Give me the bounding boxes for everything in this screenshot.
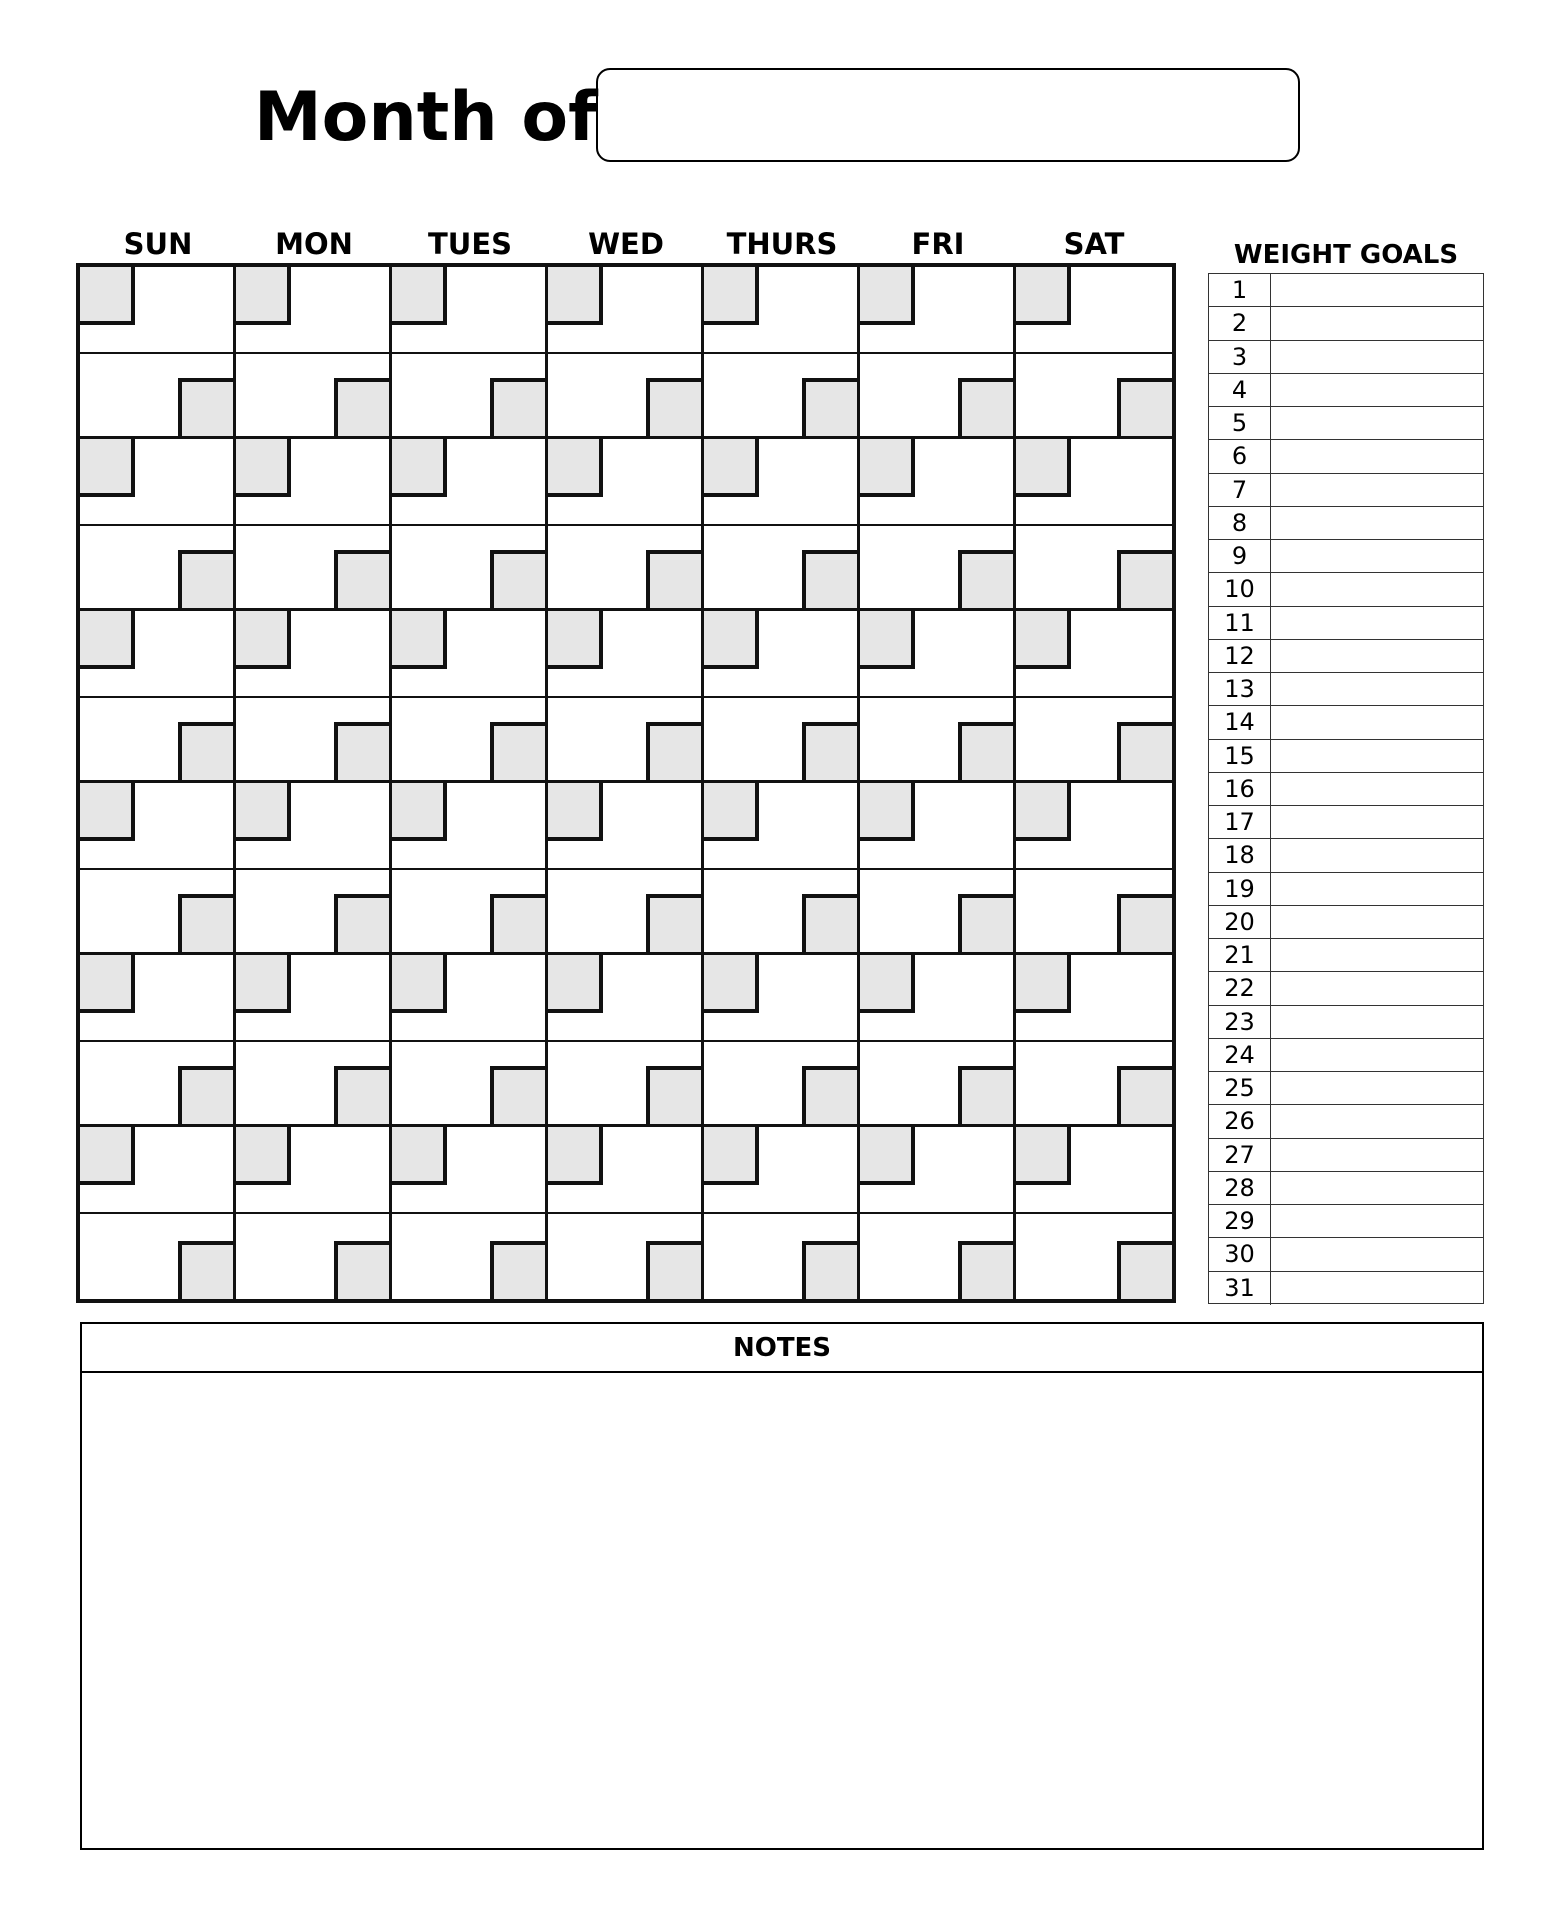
weight-goal-entry[interactable] (1271, 839, 1483, 871)
date-box[interactable] (236, 955, 291, 1013)
cell-divider (80, 696, 236, 698)
weight-goal-day-number: 13 (1209, 673, 1271, 705)
cell-divider (236, 352, 392, 354)
weight-box[interactable] (646, 1241, 701, 1299)
cell-divider (860, 868, 1016, 870)
weight-goals-title: WEIGHT GOALS (1233, 240, 1459, 270)
day-cell[interactable] (548, 1127, 704, 1299)
day-cell[interactable] (392, 783, 548, 955)
date-box[interactable] (236, 267, 291, 325)
weekday-header: FRI (911, 227, 965, 261)
weight-box[interactable] (334, 550, 389, 608)
weight-goal-entry[interactable] (1271, 1105, 1483, 1137)
weight-box[interactable] (646, 894, 701, 952)
day-cell[interactable] (548, 439, 704, 611)
day-cell[interactable] (548, 783, 704, 955)
notes-area[interactable] (82, 1373, 1482, 1848)
day-cell[interactable] (704, 611, 860, 783)
date-box[interactable] (80, 955, 135, 1013)
day-cell[interactable] (80, 783, 236, 955)
weight-goal-day-number: 12 (1209, 640, 1271, 672)
weight-goal-day-number: 5 (1209, 407, 1271, 439)
weight-goal-entry[interactable] (1271, 374, 1483, 406)
weight-goal-row (1209, 640, 1483, 673)
weight-box[interactable] (490, 894, 545, 952)
date-box[interactable] (704, 267, 759, 325)
date-box[interactable] (860, 783, 915, 841)
weight-goal-day-number: 30 (1209, 1238, 1271, 1270)
date-box[interactable] (704, 955, 759, 1013)
weight-box[interactable] (958, 894, 1013, 952)
cell-divider (860, 524, 1016, 526)
cell-divider (1016, 524, 1172, 526)
weight-goal-day-number: 29 (1209, 1205, 1271, 1237)
cell-divider (548, 524, 704, 526)
day-cell[interactable] (392, 267, 548, 439)
date-box[interactable] (548, 439, 603, 497)
weight-goal-day-number: 1 (1209, 274, 1271, 306)
weight-goal-day-number: 22 (1209, 972, 1271, 1004)
day-cell[interactable] (548, 955, 704, 1127)
day-cell[interactable] (704, 439, 860, 611)
weight-box[interactable] (646, 378, 701, 436)
weight-goal-day-number: 15 (1209, 740, 1271, 772)
weight-box[interactable] (1117, 550, 1172, 608)
weight-box[interactable] (490, 1066, 545, 1124)
weight-goal-day-number: 18 (1209, 839, 1271, 871)
day-cell[interactable] (236, 783, 392, 955)
day-cell[interactable] (704, 783, 860, 955)
cell-divider (704, 1040, 860, 1042)
weight-goal-day-number: 25 (1209, 1072, 1271, 1104)
cell-divider (392, 524, 548, 526)
weight-box[interactable] (646, 1066, 701, 1124)
weight-goal-row (1209, 706, 1483, 739)
weight-goal-row (1209, 1172, 1483, 1205)
weight-box[interactable] (178, 722, 233, 780)
date-box[interactable] (860, 955, 915, 1013)
cell-divider (860, 1212, 1016, 1214)
day-cell[interactable] (236, 611, 392, 783)
weight-goal-day-number: 2 (1209, 307, 1271, 339)
weight-box[interactable] (958, 1241, 1013, 1299)
cell-divider (1016, 1040, 1172, 1042)
weight-goal-row (1209, 274, 1483, 307)
date-box[interactable] (392, 783, 447, 841)
date-box[interactable] (860, 267, 915, 325)
date-box[interactable] (1016, 439, 1071, 497)
weight-goal-entry[interactable] (1271, 773, 1483, 805)
date-box[interactable] (860, 1127, 915, 1185)
date-box[interactable] (548, 1127, 603, 1185)
date-box[interactable] (80, 611, 135, 669)
cell-divider (704, 696, 860, 698)
day-cell[interactable] (80, 267, 236, 439)
weight-goal-row (1209, 341, 1483, 374)
weight-goal-entry[interactable] (1271, 341, 1483, 373)
weight-box[interactable] (178, 894, 233, 952)
weekday-header-row (76, 227, 1176, 263)
day-cell[interactable] (860, 955, 1016, 1127)
date-box[interactable] (80, 439, 135, 497)
weight-goal-row (1209, 1039, 1483, 1072)
weekday-header: THURS (726, 227, 838, 261)
weight-goal-entry[interactable] (1271, 972, 1483, 1004)
weight-goal-day-number: 3 (1209, 341, 1271, 373)
weight-box[interactable] (1117, 722, 1172, 780)
cell-divider (80, 1040, 236, 1042)
weight-goal-row (1209, 806, 1483, 839)
page-title: Month of (254, 78, 598, 157)
weight-goal-row (1209, 607, 1483, 640)
weekday-header: SUN (123, 227, 193, 261)
weight-goal-row (1209, 573, 1483, 606)
date-box[interactable] (80, 1127, 135, 1185)
weight-goal-entry[interactable] (1271, 573, 1483, 605)
date-box[interactable] (1016, 611, 1071, 669)
date-box[interactable] (1016, 955, 1071, 1013)
weight-goal-day-number: 4 (1209, 374, 1271, 406)
date-box[interactable] (236, 611, 291, 669)
day-cell[interactable] (860, 267, 1016, 439)
weight-goal-row (1209, 773, 1483, 806)
cell-divider (704, 868, 860, 870)
weight-goal-entry[interactable] (1271, 640, 1483, 672)
weight-box[interactable] (1117, 894, 1172, 952)
weight-goal-entry[interactable] (1271, 706, 1483, 738)
weight-goal-entry[interactable] (1271, 1072, 1483, 1104)
weight-goal-entry[interactable] (1271, 507, 1483, 539)
weight-goal-entry[interactable] (1271, 607, 1483, 639)
weight-goal-day-number: 10 (1209, 573, 1271, 605)
date-box[interactable] (236, 439, 291, 497)
day-cell[interactable] (860, 783, 1016, 955)
weight-goal-day-number: 8 (1209, 507, 1271, 539)
weight-goal-entry[interactable] (1271, 740, 1483, 772)
weight-goal-day-number: 11 (1209, 607, 1271, 639)
weekday-header: MON (275, 227, 353, 261)
cell-divider (80, 352, 236, 354)
cell-divider (860, 1040, 1016, 1042)
date-box[interactable] (392, 439, 447, 497)
weight-box[interactable] (490, 378, 545, 436)
weight-goal-row (1209, 740, 1483, 773)
notes-section (80, 1322, 1484, 1850)
cell-divider (548, 1212, 704, 1214)
cell-divider (392, 868, 548, 870)
weight-goal-day-number: 31 (1209, 1272, 1271, 1305)
cell-divider (392, 1040, 548, 1042)
cell-divider (236, 524, 392, 526)
weight-goal-row (1209, 972, 1483, 1005)
weight-goal-row (1209, 440, 1483, 473)
weight-goal-entry[interactable] (1271, 540, 1483, 572)
weight-goal-day-number: 9 (1209, 540, 1271, 572)
weight-goal-day-number: 23 (1209, 1006, 1271, 1038)
weight-goal-row (1209, 307, 1483, 340)
date-box[interactable] (80, 783, 135, 841)
month-input[interactable] (596, 68, 1300, 162)
weight-goal-day-number: 21 (1209, 939, 1271, 971)
day-cell[interactable] (80, 1127, 236, 1299)
weight-goal-row (1209, 1272, 1483, 1305)
date-box[interactable] (704, 1127, 759, 1185)
weekday-header: TUES (427, 227, 513, 261)
day-cell[interactable] (80, 611, 236, 783)
calendar-grid (76, 263, 1176, 1303)
weight-goal-entry[interactable] (1271, 440, 1483, 472)
weight-goal-row (1209, 1006, 1483, 1039)
cell-divider (80, 1212, 236, 1214)
weight-goal-entry[interactable] (1271, 1238, 1483, 1270)
date-box[interactable] (860, 439, 915, 497)
weight-box[interactable] (802, 378, 857, 436)
weekday-header: WED (588, 227, 664, 261)
day-cell[interactable] (704, 1127, 860, 1299)
cell-divider (548, 1040, 704, 1042)
weight-goal-entry[interactable] (1271, 1139, 1483, 1171)
cell-divider (860, 696, 1016, 698)
day-cell[interactable] (1016, 439, 1172, 611)
weight-goal-entry[interactable] (1271, 1205, 1483, 1237)
weight-goal-day-number: 26 (1209, 1105, 1271, 1137)
day-cell[interactable] (704, 955, 860, 1127)
date-box[interactable] (548, 611, 603, 669)
day-cell[interactable] (80, 439, 236, 611)
weight-goal-day-number: 7 (1209, 474, 1271, 506)
weight-goal-row (1209, 873, 1483, 906)
day-cell[interactable] (392, 611, 548, 783)
date-box[interactable] (392, 1127, 447, 1185)
weight-box[interactable] (334, 722, 389, 780)
cell-divider (1016, 352, 1172, 354)
notes-title: NOTES (82, 1324, 1482, 1373)
weight-box[interactable] (802, 722, 857, 780)
weight-goal-row (1209, 1105, 1483, 1138)
day-cell[interactable] (548, 611, 704, 783)
weight-goal-row (1209, 939, 1483, 972)
day-cell[interactable] (1016, 955, 1172, 1127)
date-box[interactable] (704, 439, 759, 497)
weight-goal-entry[interactable] (1271, 806, 1483, 838)
day-cell[interactable] (548, 267, 704, 439)
weight-box[interactable] (802, 1066, 857, 1124)
weight-goal-day-number: 17 (1209, 806, 1271, 838)
weight-box[interactable] (490, 722, 545, 780)
date-box[interactable] (392, 611, 447, 669)
weight-box[interactable] (802, 550, 857, 608)
day-cell[interactable] (392, 439, 548, 611)
weight-goal-day-number: 16 (1209, 773, 1271, 805)
weight-goal-row (1209, 407, 1483, 440)
date-box[interactable] (392, 267, 447, 325)
weight-goal-entry[interactable] (1271, 307, 1483, 339)
weight-goal-entry[interactable] (1271, 906, 1483, 938)
weight-box[interactable] (334, 1066, 389, 1124)
weight-goal-entry[interactable] (1271, 1039, 1483, 1071)
weight-goal-row (1209, 673, 1483, 706)
date-box[interactable] (548, 955, 603, 1013)
weight-box[interactable] (958, 1066, 1013, 1124)
day-cell[interactable] (392, 1127, 548, 1299)
date-box[interactable] (704, 611, 759, 669)
cell-divider (1016, 1212, 1172, 1214)
cell-divider (392, 696, 548, 698)
date-box[interactable] (1016, 783, 1071, 841)
day-cell[interactable] (1016, 267, 1172, 439)
weight-box[interactable] (178, 378, 233, 436)
weight-box[interactable] (1117, 1066, 1172, 1124)
weight-goal-day-number: 28 (1209, 1172, 1271, 1204)
date-box[interactable] (80, 267, 135, 325)
cell-divider (860, 352, 1016, 354)
day-cell[interactable] (1016, 783, 1172, 955)
day-cell[interactable] (1016, 611, 1172, 783)
cell-divider (548, 696, 704, 698)
weight-box[interactable] (490, 1241, 545, 1299)
weight-goal-entry[interactable] (1271, 407, 1483, 439)
day-cell[interactable] (236, 439, 392, 611)
cell-divider (392, 1212, 548, 1214)
weight-box[interactable] (1117, 1241, 1172, 1299)
weight-goal-day-number: 14 (1209, 706, 1271, 738)
cell-divider (704, 524, 860, 526)
weight-box[interactable] (178, 550, 233, 608)
cell-divider (548, 352, 704, 354)
day-cell[interactable] (860, 611, 1016, 783)
weight-box[interactable] (490, 550, 545, 608)
weight-box[interactable] (802, 894, 857, 952)
cell-divider (236, 868, 392, 870)
weight-goal-entry[interactable] (1271, 474, 1483, 506)
weight-box[interactable] (958, 378, 1013, 436)
weight-goal-entry[interactable] (1271, 1006, 1483, 1038)
day-cell[interactable] (704, 267, 860, 439)
weight-goal-day-number: 6 (1209, 440, 1271, 472)
date-box[interactable] (236, 783, 291, 841)
day-cell[interactable] (1016, 1127, 1172, 1299)
weight-box[interactable] (334, 1241, 389, 1299)
weight-box[interactable] (802, 1241, 857, 1299)
weight-box[interactable] (1117, 378, 1172, 436)
weight-goal-day-number: 20 (1209, 906, 1271, 938)
weight-goal-row (1209, 374, 1483, 407)
weight-goal-row (1209, 1238, 1483, 1271)
weight-goal-entry[interactable] (1271, 1272, 1483, 1305)
weight-goal-row (1209, 507, 1483, 540)
day-cell[interactable] (860, 1127, 1016, 1299)
weight-goal-entry[interactable] (1271, 1172, 1483, 1204)
cell-divider (548, 868, 704, 870)
weight-goal-row (1209, 1072, 1483, 1105)
weight-goal-row (1209, 906, 1483, 939)
weight-goal-day-number: 19 (1209, 873, 1271, 905)
weight-goal-row (1209, 1205, 1483, 1238)
weight-box[interactable] (958, 550, 1013, 608)
day-cell[interactable] (236, 267, 392, 439)
weight-goals-table (1208, 273, 1484, 1304)
day-cell[interactable] (236, 955, 392, 1127)
date-box[interactable] (1016, 267, 1071, 325)
cell-divider (1016, 696, 1172, 698)
cell-divider (236, 1040, 392, 1042)
date-box[interactable] (860, 611, 915, 669)
cell-divider (1016, 868, 1172, 870)
date-box[interactable] (1016, 1127, 1071, 1185)
weight-box[interactable] (646, 722, 701, 780)
cell-divider (392, 352, 548, 354)
weight-goal-entry[interactable] (1271, 873, 1483, 905)
cell-divider (80, 524, 236, 526)
weight-goal-entry[interactable] (1271, 939, 1483, 971)
date-box[interactable] (392, 955, 447, 1013)
weight-goal-row (1209, 839, 1483, 872)
weight-box[interactable] (334, 894, 389, 952)
weight-goal-day-number: 27 (1209, 1139, 1271, 1171)
date-box[interactable] (704, 783, 759, 841)
weight-box[interactable] (178, 1066, 233, 1124)
weight-box[interactable] (958, 722, 1013, 780)
cell-divider (80, 868, 236, 870)
date-box[interactable] (548, 783, 603, 841)
day-cell[interactable] (392, 955, 548, 1127)
cell-divider (236, 696, 392, 698)
weight-box[interactable] (646, 550, 701, 608)
date-box[interactable] (548, 267, 603, 325)
weekday-header: SAT (1063, 227, 1125, 261)
day-cell[interactable] (80, 955, 236, 1127)
weight-box[interactable] (334, 378, 389, 436)
day-cell[interactable] (236, 1127, 392, 1299)
weight-box[interactable] (178, 1241, 233, 1299)
day-cell[interactable] (860, 439, 1016, 611)
cell-divider (704, 352, 860, 354)
weight-goal-day-number: 24 (1209, 1039, 1271, 1071)
weight-goal-entry[interactable] (1271, 274, 1483, 306)
cell-divider (704, 1212, 860, 1214)
weight-goal-entry[interactable] (1271, 673, 1483, 705)
cell-divider (236, 1212, 392, 1214)
weight-goal-row (1209, 474, 1483, 507)
date-box[interactable] (236, 1127, 291, 1185)
weight-goal-row (1209, 540, 1483, 573)
weight-goal-row (1209, 1139, 1483, 1172)
